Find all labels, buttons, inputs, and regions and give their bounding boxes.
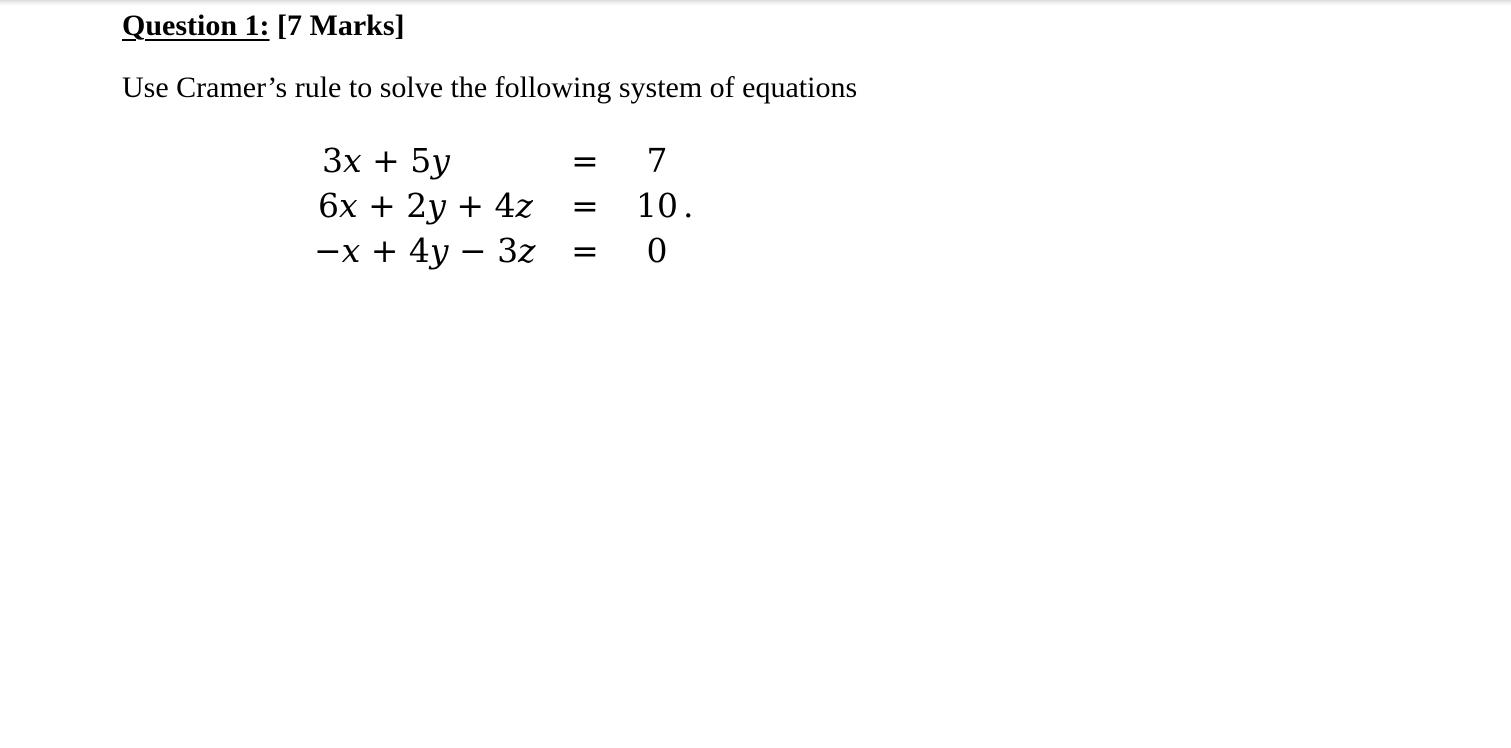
equation-rhs: 0 (646, 231, 668, 270)
equation-lhs: 3𝑥 + 5𝑦 (322, 141, 450, 180)
equals-sign: = (571, 141, 599, 180)
equals-sign: = (571, 186, 599, 225)
equation-lhs: 6𝑥 + 2𝑦 + 4𝑧 (318, 186, 533, 225)
equation-system (300, 138, 720, 278)
equation-lhs: −𝑥 + 4𝑦 − 3𝑧 (314, 231, 536, 270)
question-instruction: Use Cramer’s rule to solve the following system of equations (122, 71, 858, 104)
question-heading (122, 6, 405, 46)
question-label: Question 1: (122, 9, 270, 42)
equation-row (300, 228, 720, 273)
equation-row (300, 183, 720, 228)
equation-row (300, 138, 720, 183)
equation-rhs: 10 (636, 186, 678, 225)
equation-rhs: 7 (646, 141, 668, 180)
question-marks: [7 Marks] (269, 9, 405, 42)
equation-period: . (683, 186, 694, 225)
equals-sign: = (571, 231, 599, 270)
